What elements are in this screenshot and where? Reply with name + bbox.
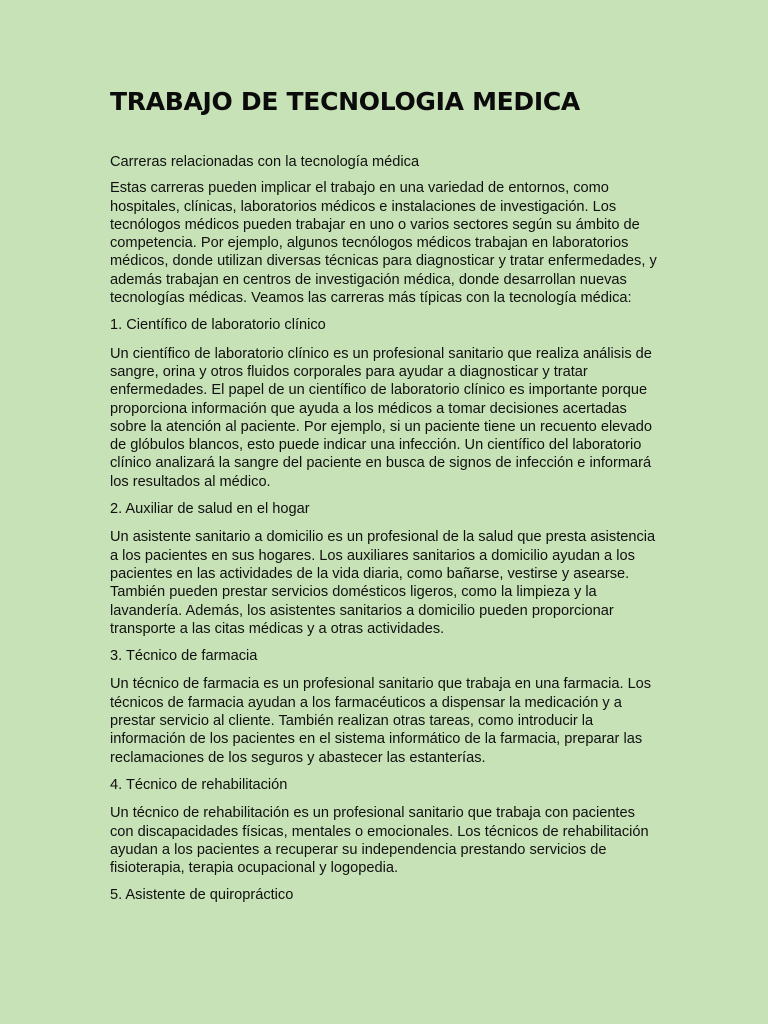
section-body-pharmacy-technician: Un técnico de farmacia es un profesional sanitario que trabaja en una farmacia. Los técnicos de farmacia ayudan a los farmacéuticos a dispensar la medicación y a prestar servicio al cliente. También realizan otras tareas, como introducir la información de los pacientes en el sistema informático de la farmacia, preparar las reclamaciones de los seguros y abastecer las estanterías.: [110, 676, 652, 766]
intro-paragraph: Estas carreras pueden implicar el trabajo en una variedad de entornos, como hospitales, clínicas, laboratorios médicos e instalaciones de investigación. Los tecnólogos médicos pueden trabajar en uno o varios sectores según su ámbito de competencia. Por ejemplo, algunos tecnólogos médicos trabajan en laboratorios médicos, donde utilizan diversas técnicas para diagnosticar y tratar enfermedades, y además trabajan en centros de investigación médica, donde desarrollan nuevas tecnologías médicas. Veamos las carreras más típicas con la tecnología médica:: [110, 180, 657, 307]
section-body-home-health-aide: Un asistente sanitario a domicilio es un profesional de la salud que presta asistencia a los pacientes en sus hogares. Los auxiliares sanitarios a domicilio ayudan a los pacientes en las actividades de la vida diaria, como bañarse, vestirse y asearse. También pueden prestar servicios domésticos ligeros, como la limpieza y la lavandería. Además, los asistentes sanitarios a domicilio pueden proporcionar transporte a las citas médicas y a otras actividades.: [110, 529, 656, 637]
section-heading-clinical-lab-scientist: 1. Científico de laboratorio clínico: [110, 317, 326, 334]
section-heading-rehabilitation-technician: 4. Técnico de rehabilitación: [110, 776, 288, 793]
section-body-clinical-lab-scientist: Un científico de laboratorio clínico es un profesional sanitario que realiza análisis de sangre, orina y otros fluidos corporales para ayudar a diagnosticar y tratar enfermedades. El papel de un científico de laboratorio clínico es importante porque proporciona información que ayuda a los médicos a tomar decisiones acertadas sobre la atención al paciente. Por ejemplo, si un paciente tiene un recuento elevado de glóbulos blancos, esto puede indicar una infección. Un científico del laboratorio clínico analizará la sangre del paciente en busca de signos de infección e informará los resultados al médico.: [110, 345, 652, 490]
section-heading-pharmacy-technician: 3. Técnico de farmacia: [110, 648, 258, 665]
document-title: TRABAJO DE TECNOLOGIA MEDICA: [110, 87, 580, 116]
document-page: [110, 86, 662, 905]
section-body-rehabilitation-technician: Un técnico de rehabilitación es un profesional sanitario que trabaja con pacientes con discapacidades físicas, mentales o emocionales. Los técnicos de rehabilitación ayudan a los pacientes a recuperar su independencia prestando servicios de fisioterapia, terapia ocupacional y logopedia.: [110, 805, 649, 877]
section-heading-chiropractic-assistant: 5. Asistente de quiropráctico: [110, 887, 294, 904]
section-heading-home-health-aide: 2. Auxiliar de salud en el hogar: [110, 501, 310, 518]
intro-heading: Carreras relacionadas con la tecnología médica: [110, 154, 420, 170]
